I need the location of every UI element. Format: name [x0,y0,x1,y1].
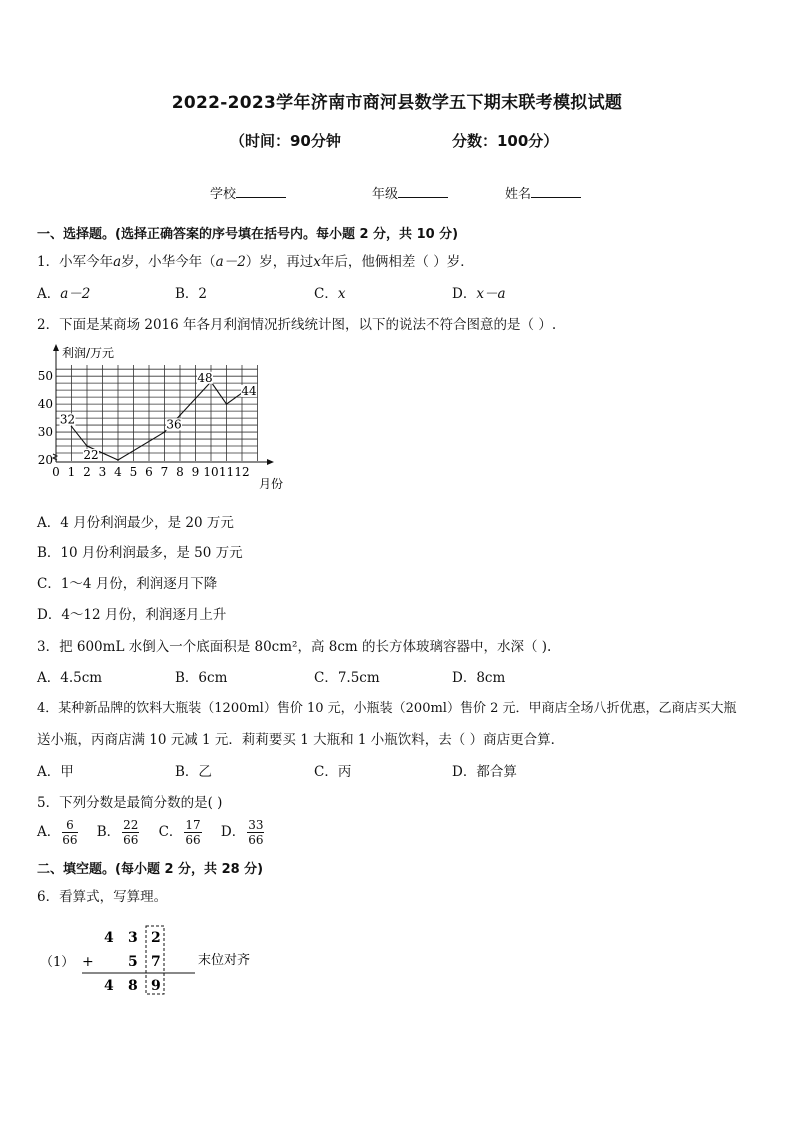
y-axis-arrow [53,344,59,351]
q5-options [37,818,266,847]
chart-labels [60,371,258,462]
section-1-heading: 一、选择题。(选择正确答案的序号填在括号内。每小题 2 分，共 10 分) [37,227,459,242]
q1-text-4: 年后，他俩相差（ ）岁． [320,254,474,270]
q1-option-d-value: x－a [476,286,506,302]
x-tick-label: 7 [160,465,169,479]
x-tick-label: 10 [203,465,219,479]
q2-option-a[interactable]: A．4 月份利润最少，是 20 万元 [37,515,234,531]
data-label: 44 [241,383,257,398]
q1-expr: a－2 [215,254,246,270]
score-label: 分数：100分） [452,132,559,150]
denominator: 66 [248,833,264,847]
denominator: 66 [62,833,78,847]
x-tick-label: 2 [83,465,91,479]
q5-option-b-label: B． [96,824,121,840]
q4-option-d[interactable]: D．都合算 [452,764,517,780]
q5-option-a-label: A． [37,824,61,840]
y-tick-label: 50 [37,369,53,384]
denominator: 66 [185,833,201,847]
digit: 5 [128,954,138,970]
school-blank[interactable] [236,185,286,198]
q2-option-b[interactable]: B．10 月份利润最多，是 50 万元 [37,545,243,561]
q3-option-d[interactable]: D．8cm [452,670,506,686]
q2-option-c[interactable]: C．1～4 月份，利润逐月下降 [37,576,218,592]
q3-option-b[interactable]: B．6cm [175,670,228,686]
numerator: 33 [248,818,264,832]
plus-sign: + [82,954,94,970]
q1-option-a-value: a－2 [60,286,91,302]
data-point [117,459,119,461]
q5-option-b[interactable] [96,818,142,847]
chart-x-axis-label: 月份 [259,477,284,491]
q3-option-a[interactable]: A．4.5cm [37,670,103,686]
y-tick-label: 20 [37,453,53,467]
q1-option-c-label: C． [314,286,338,302]
data-point [86,445,88,447]
q1-option-b[interactable]: B．2 [175,286,208,302]
q6-note: 末位对齐 [198,953,251,968]
chart-y-axis-label: 利润/万元 [62,346,115,360]
q5-option-d[interactable] [220,818,267,847]
x-tick-label: 3 [98,465,107,479]
digit: 9 [151,978,161,994]
data-label: 48 [197,370,213,385]
x-axis-arrow [267,459,274,465]
denominator: 66 [123,833,139,847]
q1-text-2: 岁，小华今年（ [121,254,216,270]
q2-option-d[interactable]: D．4～12 月份，利润逐月上升 [37,607,227,623]
q3-option-c[interactable]: C．7.5cm [314,670,380,686]
chart-grid [56,365,258,461]
name-label: 姓名 [505,187,532,202]
x-tick-label: 1 [67,465,76,479]
q4-option-c[interactable]: C．丙 [314,764,352,780]
q1-var-a: a [113,254,122,270]
grade-blank[interactable] [398,185,448,198]
question-2: 2．下面是某商场 2016 年各月利润情况折线统计图，以下的说法不符合图意的是（ ）. [37,317,557,333]
digit: 4 [104,930,114,946]
q1-option-d[interactable] [452,282,506,302]
q5-option-a[interactable] [37,818,80,847]
q1-var-x: x [313,254,321,270]
x-tick-label: 11 [218,465,235,479]
question-6: 6．看算式，写算理。 [37,889,168,905]
data-point [226,403,228,405]
name-field [505,183,581,202]
column-addition [30,920,290,1000]
question-5: 5．下列分数是最简分数的是( ) [37,795,223,811]
x-tick-label: 4 [114,465,122,479]
data-label: 22 [83,448,99,463]
digit: 3 [128,930,138,946]
numerator: 22 [123,818,139,832]
grade-field [372,183,448,202]
y-tick-label: 30 [37,425,53,440]
q1-text-3: ）岁，再过 [245,254,314,270]
question-3: 3．把 600mL 水倒入一个底面积是 80cm²，高 8cm 的长方体玻璃容器中，水深（ ). [37,639,552,655]
fraction [62,818,77,847]
q1-option-a[interactable] [37,282,90,302]
q6-label: （1） [40,955,75,970]
data-point [179,414,181,416]
q5-option-d-label: D． [220,824,246,840]
q1-option-a-label: A． [37,286,61,302]
q4-option-a[interactable]: A．甲 [37,764,74,780]
school-field [210,183,286,202]
profit-line-chart [30,340,300,500]
x-tick-label: 12 [234,465,250,479]
q1-option-c[interactable] [314,282,345,302]
data-label: 36 [166,417,182,432]
name-blank[interactable] [531,185,581,198]
numerator: 6 [62,818,77,833]
digit: 2 [151,930,161,946]
x-tick-label: 8 [176,465,184,479]
q1-option-c-value: x [337,286,346,302]
fraction [184,818,201,847]
time-label: （时间：90分钟 [230,132,341,150]
numerator: 17 [185,818,201,832]
x-tick-label: 6 [145,465,153,479]
digit: 7 [151,954,161,970]
question-4-line-1: 4．某种新品牌的饮料大瓶装（1200ml）售价 10 元，小瓶装（200ml）售价 2 元．甲商店全场八折优惠，乙商店买大瓶 [37,701,737,716]
y-tick-label: 40 [37,397,53,412]
question-1 [37,250,474,270]
q5-option-c[interactable] [158,818,204,847]
question-4-line-2: 送小瓶，丙商店满 10 元减 1 元．莉莉要买 1 大瓶和 1 小瓶饮料，去（ ）商店更合算． [37,732,565,748]
q4-option-b[interactable]: B．乙 [175,764,212,780]
data-point [164,431,166,433]
data-label: 32 [59,412,76,427]
digit: 8 [128,978,138,994]
section-2-heading: 二、填空题。(每小题 2 分，共 28 分) [37,862,264,877]
q1-option-d-label: D． [452,286,477,302]
x-tick-label: 9 [191,465,200,479]
school-label: 学校 [210,187,237,202]
fraction [122,818,139,847]
grade-label: 年级 [372,187,399,202]
page-title: 2022-2023学年济南市商河县数学五下期末联考模拟试题 [171,93,623,113]
x-tick-label: 0 [52,465,60,479]
digit: 4 [104,978,114,994]
q5-option-c-label: C． [158,824,183,840]
x-tick-label: 5 [129,465,138,479]
fraction [247,818,264,847]
q1-text-1: 1．小军今年 [37,254,114,270]
